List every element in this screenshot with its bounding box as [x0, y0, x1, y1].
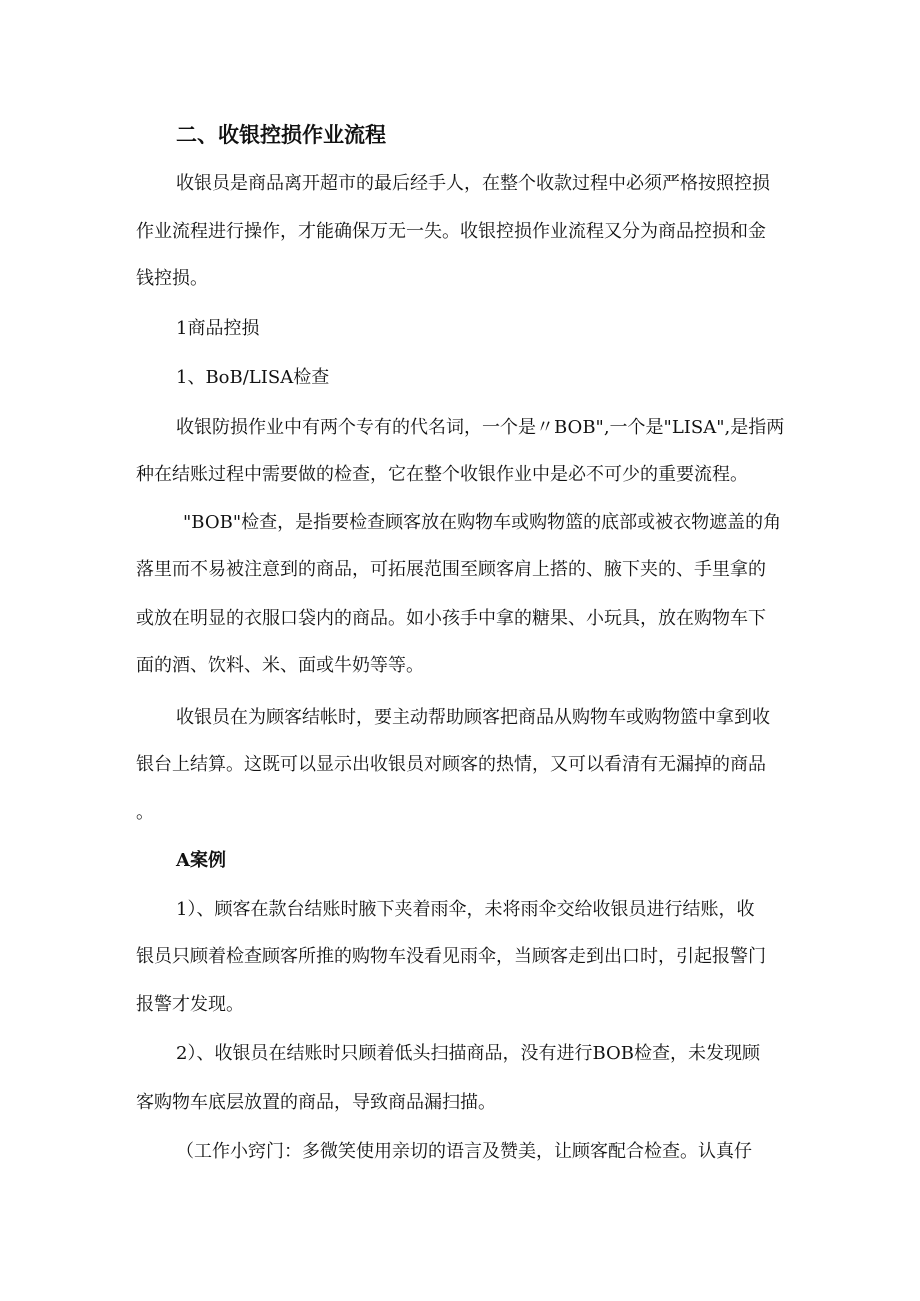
intro-line-1: 收银员是商品离开超市的最后经手人，在整个收款过程中必须严格按照控损 [176, 173, 770, 194]
definition-line-1: 收银防损作业中有两个专有的代名词，一个是〃BOB",一个是"LISA",是指两 [176, 417, 785, 438]
bob-check-line-3: 或放在明显的衣服口袋内的商品。如小孩手中拿的糖果、小玩具，放在购物车下 [136, 608, 766, 629]
work-tip-line: （工作小窍门：多微笑使用亲切的语言及赞美，让顾客配合检查。认真仔 [176, 1141, 752, 1162]
case-1-line-3: 报警才发现。 [136, 994, 244, 1015]
case-2-line-2: 客购物车底层放置的商品，导致商品漏扫描。 [136, 1092, 496, 1113]
intro-line-2: 作业流程进行操作，才能确保万无一失。收银控损作业流程又分为商品控损和金 [136, 221, 766, 242]
case-2-line-1: 2）、收银员在结账时只顾着低头扫描商品，没有进行BOB检查，未发现顾 [176, 1043, 760, 1064]
bob-check-line-2: 落里而不易被注意到的商品，可拓展范围至顾客肩上搭的、腋下夹的、手里拿的 [136, 559, 766, 580]
cashier-duty-line-3: 。 [136, 802, 154, 823]
section-heading: 二、收银控损作业流程 [176, 122, 386, 147]
bob-check-line-1: "BOB"检查，是指要检查顾客放在购物车或购物篮的底部或被衣物遮盖的角 [183, 512, 782, 533]
definition-line-2: 种在结账过程中需要做的检查，它在整个收银作业中是必不可少的重要流程。 [136, 464, 748, 485]
case-1-line-1: 1）、顾客在款台结账时腋下夹着雨伞，未将雨伞交给收银员进行结账，收 [176, 899, 755, 920]
subsection-title: 1商品控损 [176, 318, 260, 339]
cashier-duty-line-2: 银台上结算。这既可以显示出收银员对顾客的热情，又可以看清有无漏掉的商品 [136, 754, 766, 775]
cashier-duty-line-1: 收银员在为顾客结帐时，要主动帮助顾客把商品从购物车或购物篮中拿到收 [176, 707, 770, 728]
case-heading: A案例 [176, 850, 226, 871]
subsection-item-title: 1、BoB/LISA检查 [176, 367, 330, 388]
case-1-line-2: 银员只顾着检查顾客所推的购物车没看见雨伞，当顾客走到出口时，引起报警门 [136, 946, 766, 967]
bob-check-line-4: 面的酒、饮料、米、面或牛奶等等。 [136, 655, 424, 676]
intro-line-3: 钱控损。 [136, 268, 208, 289]
